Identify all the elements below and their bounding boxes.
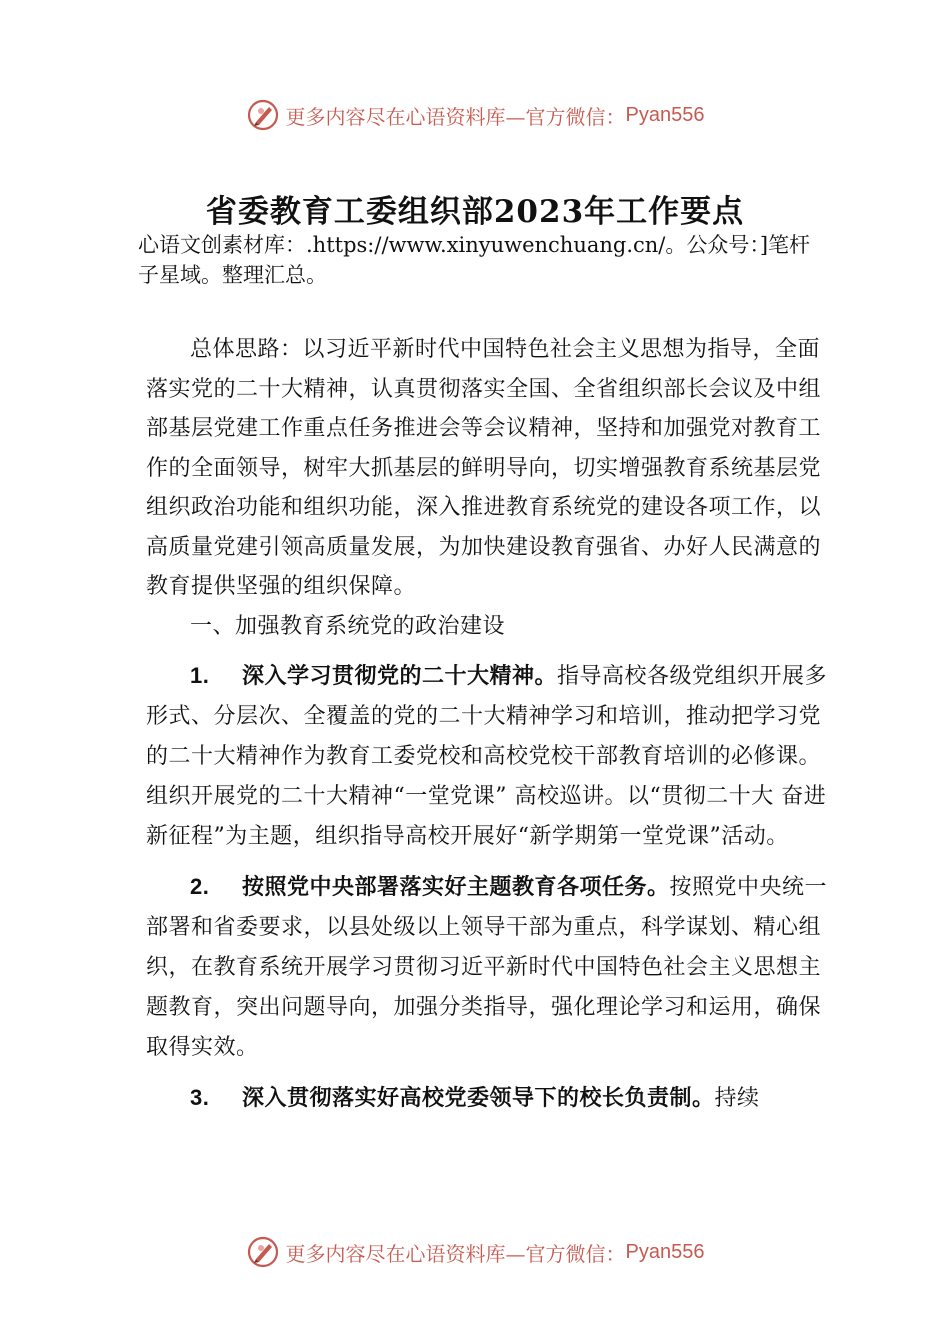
list-item [146,867,836,1068]
overview-paragraph: 总体思路：以习近平新时代中国特色社会主义思想为指导，全面落实党的二十大精神，认真贯彻落实全国、全省组织部长会议及中组部基层党建工作重点任务推进会等会议精神，坚持和加强党对教育工作的全面领导，树牢大抓基层的鲜明导向，切实增强教育系统基层党组织政治功能和组织功能，深入推进教育系统党的建设各项工作，以高质量党建引领高质量发展，为加快建设教育强省、办好人民满意的教育提供坚强的组织保障。 [146,337,822,599]
item-number: 2. [190,874,210,899]
item-lead: 按照党中央部署落实好主题教育各项任务。 [242,874,670,899]
item-lead: 深入贯彻落实好高校党委领导下的校长负责制。 [242,1085,715,1110]
list-item [146,1078,836,1119]
item-body: 持续 [714,1086,760,1111]
document-title: 省委教育工委组织部2023年工作要点 [205,194,745,230]
watermark-header [0,95,950,135]
section-heading: 一、加强教育系统党的政治建设 [190,613,506,639]
watermark-handle: Pyan556 [625,1240,705,1263]
watermark-text: 更多内容尽在心语资料库—官方微信： [285,1241,626,1266]
watermark-handle: Pyan556 [625,103,705,126]
item-number: 1. [190,663,210,688]
watermark-text: 更多内容尽在心语资料库—官方微信： [285,104,626,129]
item-body: 指导高校各级党组织开展多形式、分层次、全覆盖的党的二十大精神学习和培训，推动把学习党的二十大精神作为教育工委党校和高校党校干部教育培训的必修课。组织开展党的二十大精神“一堂党课” 高校巡讲。以“贯彻二十大 奋进新征程”为主题，组织指导高校开展好“新学期第一堂党课”活动。 [146,664,828,849]
item-body: 按照党中央统一部署和省委要求，以县处级以上领导干部为重点，科学谋划、精心组织，在教育系统开展学习贯彻习近平新时代中国特色社会主义思想主题教育，突出问题导向，加强分类指导，强化理论学习和运用，确保取得实效。 [146,875,828,1060]
item-number: 3. [190,1085,210,1110]
item-lead: 深入学习贯彻党的二十大精神。 [242,663,558,688]
watermark-footer [0,1232,950,1272]
pen-circle-logo-icon [246,1235,280,1269]
source-note: 心语文创素材库：.https://www.xinyuwenchuang.cn/。公众号：]笔杆子星域。整理汇总。 [138,233,811,287]
document-body [146,330,836,1119]
list-item [146,656,836,857]
pen-circle-logo-icon [246,98,280,132]
